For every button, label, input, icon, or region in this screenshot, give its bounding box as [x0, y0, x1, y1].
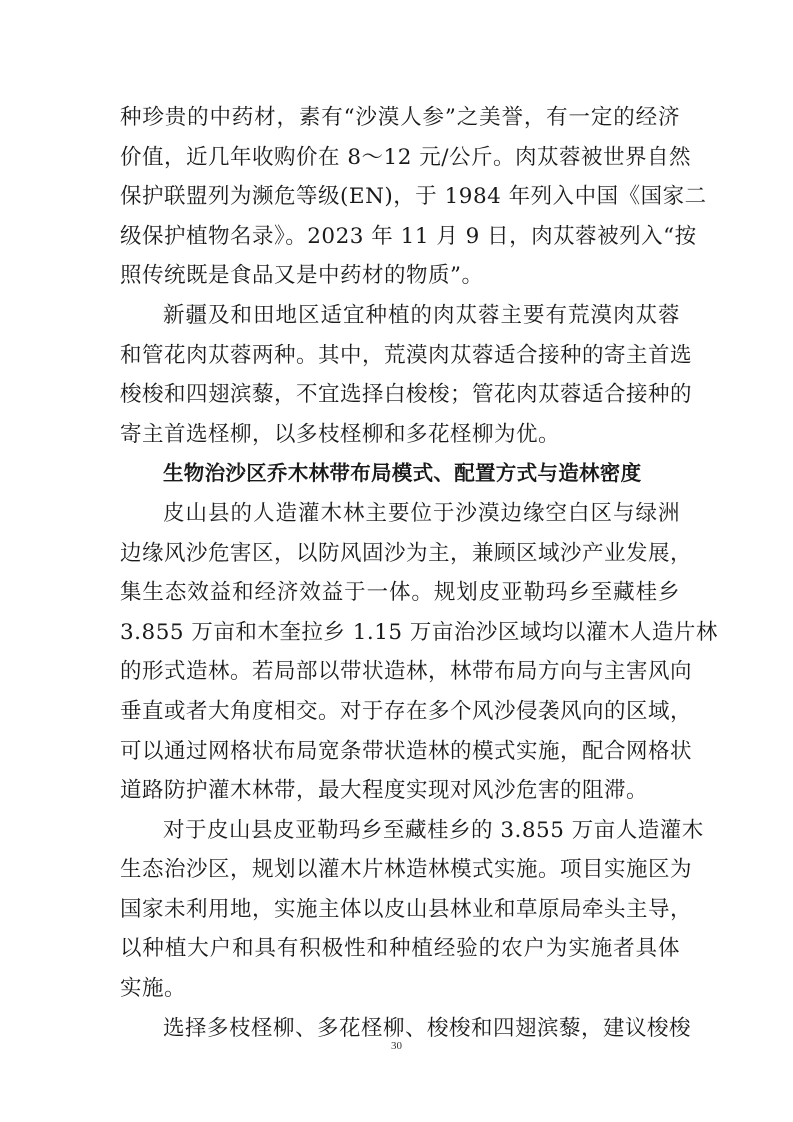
text-line: 新疆及和田地区适宜种植的肉苁蓉主要有荒漠肉苁蓉 — [163, 302, 680, 328]
text-line: 以种植大户和具有积极性和种植经验的农户为实施者具体 — [120, 936, 680, 962]
text-line: 集生态效益和经济效益于一体。规划皮亚勒玛乡至藏桂乡 — [120, 580, 680, 606]
text-line: 对于皮山县皮亚勒玛乡至藏桂乡的 3.855 万亩人造灌木 — [163, 817, 704, 843]
text-line: 垂直或者大角度相交。对于存在多个风沙侵袭风向的区域， — [120, 698, 693, 724]
text-line: 皮山县的人造灌木林主要位于沙漠边缘空白区与绿洲 — [163, 500, 680, 526]
text-line: 级保护植物名录》。2023 年 11 月 9 日，肉苁蓉被列入“按 — [120, 223, 697, 249]
text-line: 可以通过网格状布局宽条带状造林的模式实施，配合网格状 — [120, 738, 693, 764]
section-heading: 生物治沙区乔木林带布局模式、配置方式与造林密度 — [163, 461, 642, 486]
text-line: 实施。 — [120, 976, 187, 1002]
text-line: 种珍贵的中药材，素有“沙漠人参”之美誉，有一定的经济 — [120, 105, 680, 130]
text-line: 保护联盟列为濒危等级(EN)，于 1984 年列入中国《国家二 — [120, 184, 707, 210]
text-line: 边缘风沙危害区，以防风固沙为主，兼顾区域沙产业发展， — [120, 540, 693, 566]
body-text — [120, 98, 718, 1048]
text-line: 和管花肉苁蓉两种。其中，荒漠肉苁蓉适合接种的寄主首选 — [120, 342, 693, 368]
text-line: 寄主首选柽柳，以多枝柽柳和多花柽柳为优。 — [120, 421, 561, 447]
text-line: 国家未利用地，实施主体以皮山县林业和草原局牵头主导， — [120, 896, 693, 922]
text-line: 照传统既是食品又是中药材的物质”。 — [120, 263, 484, 289]
page-number: 30 — [391, 1040, 402, 1052]
text-line: 3.855 万亩和木奎拉乡 1.15 万亩治沙区域均以灌木人造片林 — [120, 619, 718, 645]
text-line: 的形式造林。若局部以带状造林，林带布局方向与主害风向 — [120, 659, 693, 685]
text-line: 梭梭和四翅滨藜，不宜选择白梭梭；管花肉苁蓉适合接种的 — [120, 382, 693, 408]
text-line: 选择多枝柽柳、多花柽柳、梭梭和四翅滨藜，建议梭梭 — [163, 1015, 692, 1041]
text-line: 道路防护灌木林带，最大程度实现对风沙危害的阻滞。 — [120, 778, 649, 804]
text-line: 价值，近几年收购价在 8～12 元/公斤。肉苁蓉被世界自然 — [120, 144, 691, 170]
text-line: 生态治沙区，规划以灌木片林造林模式实施。项目实施区为 — [120, 857, 693, 883]
